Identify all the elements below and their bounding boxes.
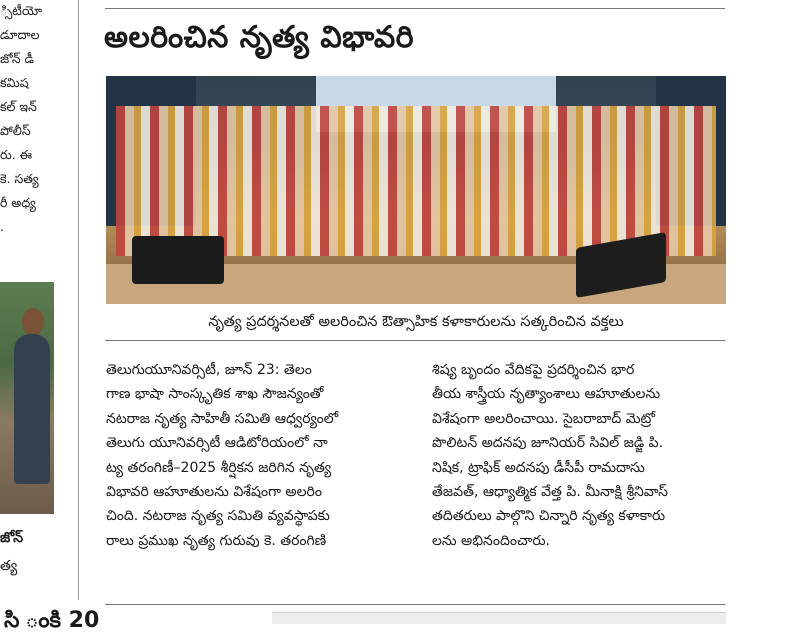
adjacent-text-line: త్య: [0, 558, 18, 574]
body-line: తెలుగుయూనివర్సిటీ, జూన్ 23: తెలం: [106, 362, 312, 378]
body-line: నిషిక, ట్రాఫిక్ అదనపు డీసీపీ రామదాసు: [432, 459, 645, 476]
article-body-column-1: [106, 358, 396, 553]
adjacent-text-line: డూదాల: [0, 27, 40, 42]
adjacent-photo: [0, 282, 54, 514]
next-article-box: [272, 612, 726, 624]
caption-rule: [105, 340, 725, 341]
dancers-group: [116, 106, 716, 256]
adjacent-article-column: [0, 0, 60, 623]
adjacent-text-line: .: [0, 219, 4, 234]
article-body-column-2: [432, 358, 722, 553]
adjacent-headline-fragment: జోన్: [0, 530, 24, 546]
body-line: రాలు ప్రముఖ నృత్య గురువు కె. తరంగిణి: [106, 532, 327, 549]
body-line: గాణ భాషా సాంస్కృతిక శాఖ సౌజన్యంతో: [106, 386, 324, 403]
body-line: తదితరులు పాల్గొని చిన్నారి నృత్య కళాకారు: [432, 508, 666, 525]
adjacent-text-line: జోన్ డీ: [0, 51, 34, 66]
speaker: [132, 236, 224, 284]
body-line: ట్య తరంగిణీ–2025 శీర్షికన జరిగిన నృత్య: [106, 459, 332, 476]
person-figure: [14, 334, 50, 484]
top-rule: [105, 8, 725, 9]
adjacent-text-line: కల్ ఇన్: [0, 99, 37, 114]
adjacent-text-line: కె. సత్య: [0, 171, 39, 186]
body-line: లను అభినందించారు.: [432, 532, 550, 549]
bottom-rule: [105, 604, 725, 605]
body-line: పొలిటన్ అదనపు జూనియర్ సివిల్ జడ్జి పి.: [432, 435, 664, 452]
body-line: చింది. నటరాజ నృత్య సమితి వ్యవస్థాపకు: [106, 508, 330, 525]
adjacent-text-line: రీ అధ్య: [0, 195, 36, 210]
article-headline: అలరించిన నృత్య విభావరి: [104, 20, 415, 55]
article-photo: [106, 76, 726, 304]
body-line: నటరాజ నృత్య సాహితీ సమితి ఆధ్వర్యంలో: [106, 410, 339, 427]
next-article-headline-fragment: సి ంకి 20: [4, 608, 100, 633]
column-divider: [78, 0, 79, 600]
adjacent-text-line: కమిష: [0, 75, 29, 90]
body-line: విభావరి ఆహూతులను విశేషంగా అలరిం: [106, 483, 322, 500]
body-line: తెలుగు యూనివర్సిటీ ఆడిటోరియంలో నా: [106, 435, 328, 452]
body-line: శిష్య బృందం వేదికపై ప్రదర్శించిన భార: [432, 362, 635, 378]
adjacent-text-line: ్సిటీయో: [0, 3, 43, 18]
body-line: తీయ శాస్త్రీయ నృత్యాంశాలు ఆహూతులను: [432, 386, 661, 403]
adjacent-text-line: రు. ఈ: [0, 147, 33, 162]
body-line: విశేషంగా అలరించాయి. సైబరాబాద్ మెట్రో: [432, 410, 656, 427]
body-line: తేజవత్, ఆధ్యాత్మిక వేత్త పి. మీనాక్షి శ్రీనివాస్: [432, 483, 668, 500]
adjacent-text-line: పోలీస్: [0, 123, 31, 138]
photo-caption: నృత్య ప్రదర్శనలతో అలరించిన ఔత్సాహిక కళాకారులను సత్కరించిన వక్తలు: [208, 314, 624, 330]
person-head: [22, 308, 44, 336]
